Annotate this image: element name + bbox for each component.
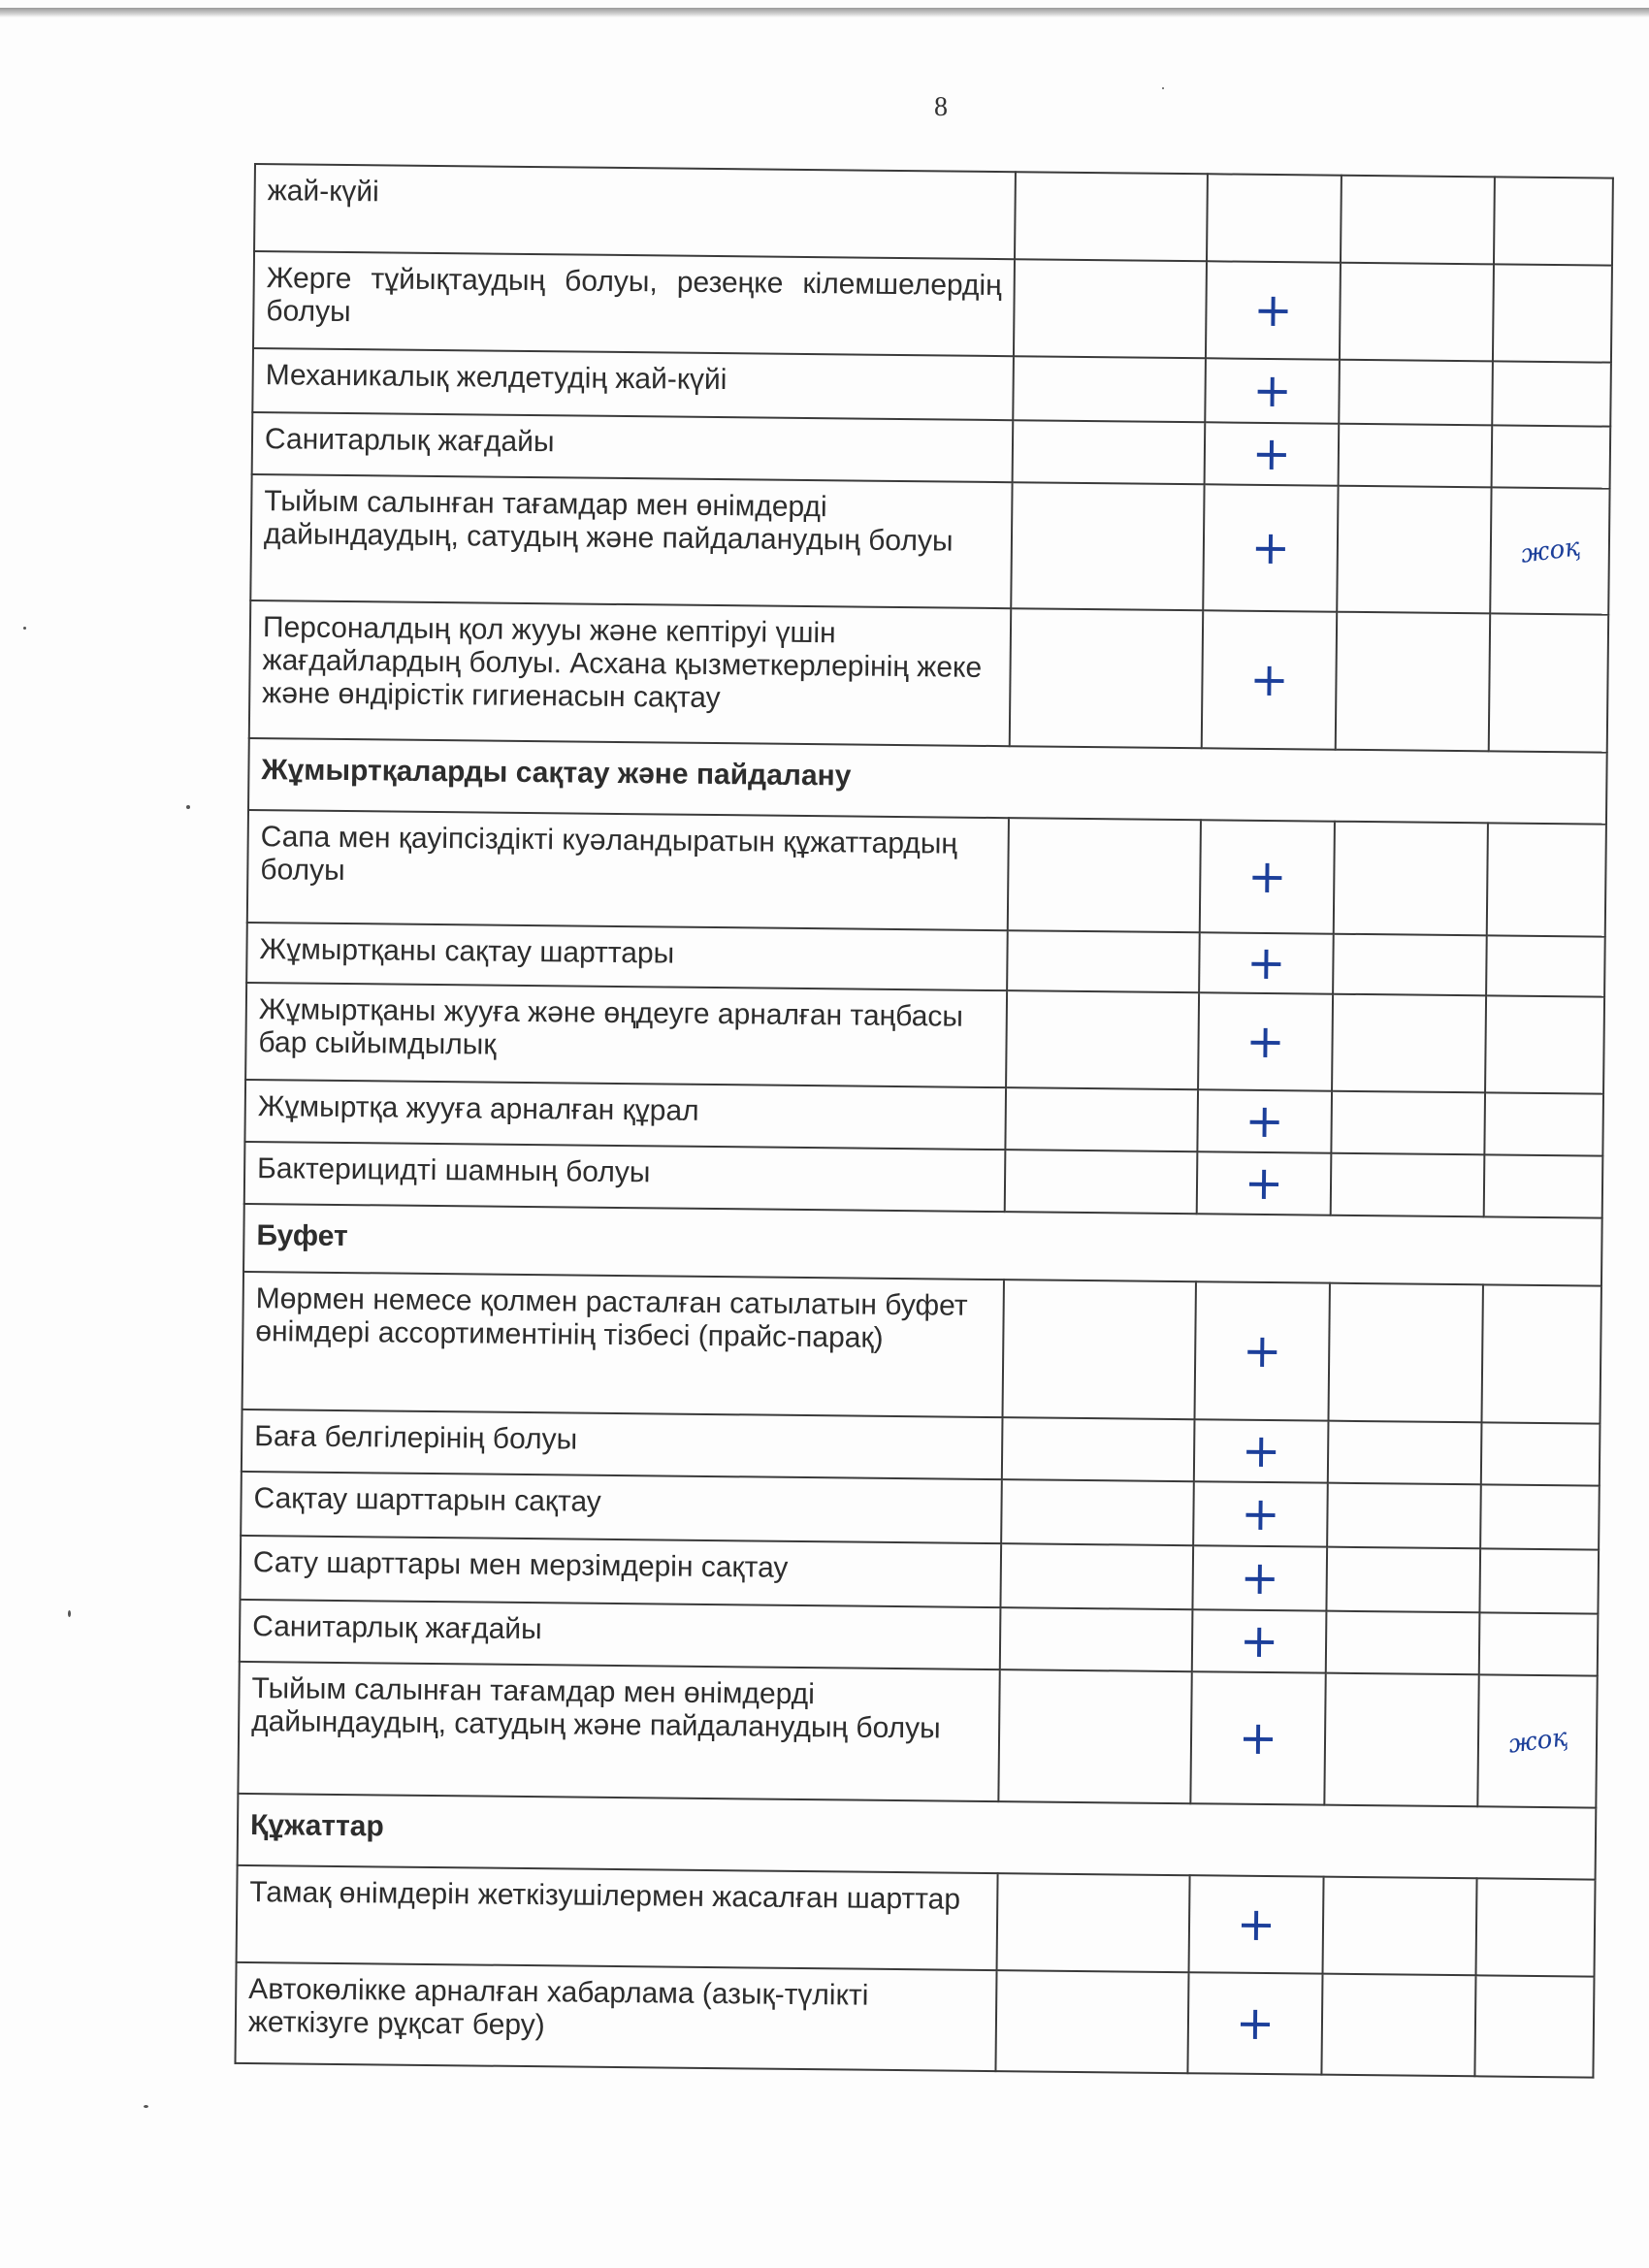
blank-cell [1003, 1280, 1196, 1419]
blank-cell [1340, 263, 1494, 362]
blank-cell [1013, 420, 1206, 484]
scan-speck [144, 2105, 148, 2108]
blank-cell [1007, 930, 1200, 992]
blank-cell [1000, 1607, 1193, 1671]
item-cell [253, 251, 1015, 356]
item-cell [249, 600, 1011, 746]
item-cell [240, 1536, 1001, 1607]
check-mark-cell [1193, 1481, 1328, 1546]
page-number: 8 [934, 92, 948, 122]
item-cell [247, 810, 1009, 930]
blank-cell [1008, 818, 1201, 932]
check-mark-cell [1187, 1972, 1322, 2074]
item-text: Тамақ өнімдерін жеткізушілермен жасалған шарттар [249, 1876, 961, 1916]
check-mark-cell [1194, 1281, 1329, 1420]
blank-cell [1326, 1611, 1480, 1675]
note-cell [1481, 1422, 1600, 1485]
item-text: Жұмыртқаны жууға және өңдеуге арналған таңбасы бар сыйымдылық [258, 993, 964, 1061]
blank-cell [1334, 822, 1488, 936]
note-cell [1487, 823, 1606, 936]
handwritten-plus-mark: + [1252, 363, 1293, 418]
blank-cell [997, 1873, 1190, 1972]
item-text: жай-күйі [267, 175, 379, 209]
blank-cell [1339, 424, 1493, 488]
section-title: Буфет [256, 1219, 348, 1253]
item-cell [244, 1142, 1006, 1212]
item-text: Санитарлық жағдайы [264, 423, 555, 459]
scan-speck [68, 1610, 71, 1617]
item-text: Баға белгілерінің болуы [254, 1420, 578, 1456]
table-row [247, 810, 1606, 937]
note-cell [1492, 361, 1611, 426]
blank-cell [1326, 1547, 1480, 1613]
item-text: Сақтау шарттарын сақтау [253, 1482, 601, 1518]
item-cell [240, 1600, 1001, 1669]
blank-cell [1327, 1483, 1481, 1549]
blank-cell [1001, 1479, 1194, 1545]
check-mark-cell [1205, 422, 1340, 485]
blank-cell [1331, 1153, 1485, 1217]
check-mark-cell [1198, 992, 1333, 1090]
handwritten-plus-mark: + [1239, 1613, 1279, 1669]
table-row [238, 1662, 1597, 1808]
note-cell [1489, 613, 1608, 752]
scan-speck [23, 627, 26, 630]
handwritten-plus-mark: + [1244, 1155, 1284, 1211]
item-cell [246, 923, 1008, 990]
table-row [253, 251, 1612, 363]
item-text: Сату шарттары мен мерзімдерін сақтау [252, 1546, 789, 1584]
check-mark-cell [1207, 174, 1342, 262]
item-cell [241, 1472, 1002, 1543]
blank-cell [1336, 612, 1490, 752]
blank-cell [1000, 1543, 1193, 1609]
handwritten-plus-mark: + [1236, 1896, 1277, 1952]
handwritten-plus-mark: + [1253, 282, 1293, 338]
item-text: Персоналдың қол жууы және кептіруі үшін жағдайлардың болуы. Асхана қызметкерлерінің жеке және өндірістік гигиенасын сақтау [262, 611, 983, 715]
item-text: Мөрмен немесе қолмен расталған сатылатын буфет өнімдері ассортиментінің тізбесі (прайс-парақ) [255, 1282, 968, 1354]
check-mark-cell [1206, 261, 1341, 359]
note-cell [1484, 1154, 1603, 1217]
handwritten-plus-mark: + [1240, 1550, 1280, 1605]
scan-edge-shadow [0, 8, 1649, 17]
check-mark-cell [1203, 484, 1338, 611]
note-cell [1485, 995, 1604, 1093]
item-cell [252, 412, 1014, 482]
check-mark-cell [1199, 932, 1334, 993]
scan-speck [1162, 87, 1164, 89]
item-text: Бактерицидті шамның болуы [256, 1152, 651, 1189]
note-cell [1493, 264, 1612, 362]
blank-cell [1333, 934, 1487, 996]
section-title: Құжаттар [249, 1809, 384, 1843]
scan-speck [186, 805, 190, 809]
check-mark-cell [1192, 1609, 1327, 1672]
note-cell [1480, 1484, 1600, 1549]
handwritten-note: жоқ [1518, 533, 1582, 569]
check-mark-cell [1202, 610, 1337, 749]
blank-cell [998, 1669, 1191, 1803]
item-cell [254, 164, 1016, 259]
check-mark-cell [1200, 820, 1335, 933]
blank-cell [1321, 1974, 1475, 2077]
handwritten-plus-mark: + [1238, 1710, 1278, 1766]
table-row [250, 474, 1609, 615]
table-row [249, 600, 1608, 753]
item-cell [237, 1865, 998, 1970]
check-mark-cell [1189, 1875, 1324, 1973]
check-mark-cell [1192, 1545, 1327, 1610]
blank-cell [1337, 486, 1491, 614]
note-cell [1494, 177, 1613, 265]
check-mark-cell [1194, 1419, 1329, 1482]
blank-cell [1328, 1421, 1482, 1485]
item-text: Жұмыртқаны сақтау шарттары [259, 933, 675, 970]
blank-cell [1014, 259, 1207, 358]
item-cell [242, 1272, 1004, 1417]
blank-cell [1005, 1150, 1198, 1214]
table-row [237, 1865, 1596, 1977]
handwritten-plus-mark: + [1245, 1014, 1285, 1069]
handwritten-note: жоқ [1505, 1723, 1569, 1760]
handwritten-plus-mark: + [1241, 1486, 1280, 1541]
item-text: Санитарлық жағдайы [252, 1610, 542, 1646]
blank-cell [1010, 608, 1203, 748]
note-cell [1476, 1878, 1596, 1976]
note-cell [1479, 1548, 1599, 1613]
handwritten-plus-mark: + [1245, 1093, 1285, 1149]
checklist-sheet [234, 163, 1611, 2079]
blank-cell [1005, 1087, 1198, 1151]
item-text: Тыйым салынған тағамдар мен өнімдерді дайындаудың, сатудың және пайдаланудың болуы [263, 485, 954, 558]
handwritten-plus-mark: + [1251, 426, 1292, 481]
item-text: Сапа мен қауіпсіздікті куәландыратын құжаттардың болуы [260, 821, 958, 888]
blank-cell [1013, 356, 1206, 422]
blank-cell [1331, 1091, 1485, 1155]
item-text: Тыйым салынған тағамдар мен өнімдерді дайындаудың, сатудың және пайдаланудың болуы [251, 1672, 941, 1745]
item-cell [245, 983, 1007, 1087]
handwritten-plus-mark: + [1242, 1323, 1282, 1378]
blank-cell [1341, 176, 1495, 265]
handwritten-plus-mark: + [1246, 935, 1286, 990]
item-text: Механикалық желдетудің жай-күйі [265, 359, 728, 397]
blank-cell [1015, 172, 1208, 261]
item-text: Автокөлікке арналған хабарлама (азық-түлікті жеткізуге рұқсат беру) [247, 1973, 869, 2042]
item-text: Жерге тұйықтаудың болуы, резеңке кілемшелердің болуы [266, 262, 1002, 329]
check-mark-cell [1197, 1151, 1332, 1215]
table-row [235, 1962, 1594, 2078]
checklist-table [234, 163, 1613, 2079]
handwritten-plus-mark: + [1249, 652, 1289, 707]
blank-cell [1324, 1673, 1478, 1807]
note-cell [1486, 935, 1605, 996]
note-cell [1477, 1674, 1597, 1807]
note-cell [1490, 487, 1609, 614]
blank-cell [1328, 1283, 1482, 1423]
table-row [242, 1272, 1601, 1424]
blank-cell [1323, 1877, 1477, 1976]
item-cell [250, 474, 1012, 608]
handwritten-plus-mark: + [1241, 1423, 1281, 1478]
table-row [254, 164, 1613, 266]
note-cell [1481, 1284, 1600, 1423]
note-cell [1492, 425, 1611, 488]
note-cell [1474, 1975, 1594, 2077]
item-cell [252, 348, 1014, 420]
check-mark-cell [1190, 1671, 1325, 1804]
blank-cell [1006, 990, 1199, 1089]
table-row [245, 983, 1604, 1094]
item-cell [242, 1409, 1003, 1479]
item-cell [235, 1962, 996, 2071]
note-cell [1479, 1612, 1599, 1675]
section-title: Жұмыртқаларды сақтау және пайдалану [261, 754, 852, 793]
item-text: Жұмыртқа жууға арналған құрал [257, 1090, 699, 1127]
check-mark-cell [1205, 358, 1340, 423]
blank-cell [1011, 482, 1204, 610]
item-cell [244, 1080, 1006, 1150]
note-cell [1484, 1092, 1603, 1155]
handwritten-plus-mark: + [1235, 1995, 1276, 2051]
handwritten-plus-mark: + [1250, 520, 1291, 575]
check-mark-cell [1197, 1089, 1332, 1152]
item-cell [238, 1662, 999, 1801]
blank-cell [995, 1970, 1188, 2073]
handwritten-plus-mark: + [1246, 849, 1287, 904]
blank-cell [1002, 1417, 1195, 1481]
blank-cell [1339, 360, 1493, 426]
blank-cell [1332, 994, 1486, 1093]
